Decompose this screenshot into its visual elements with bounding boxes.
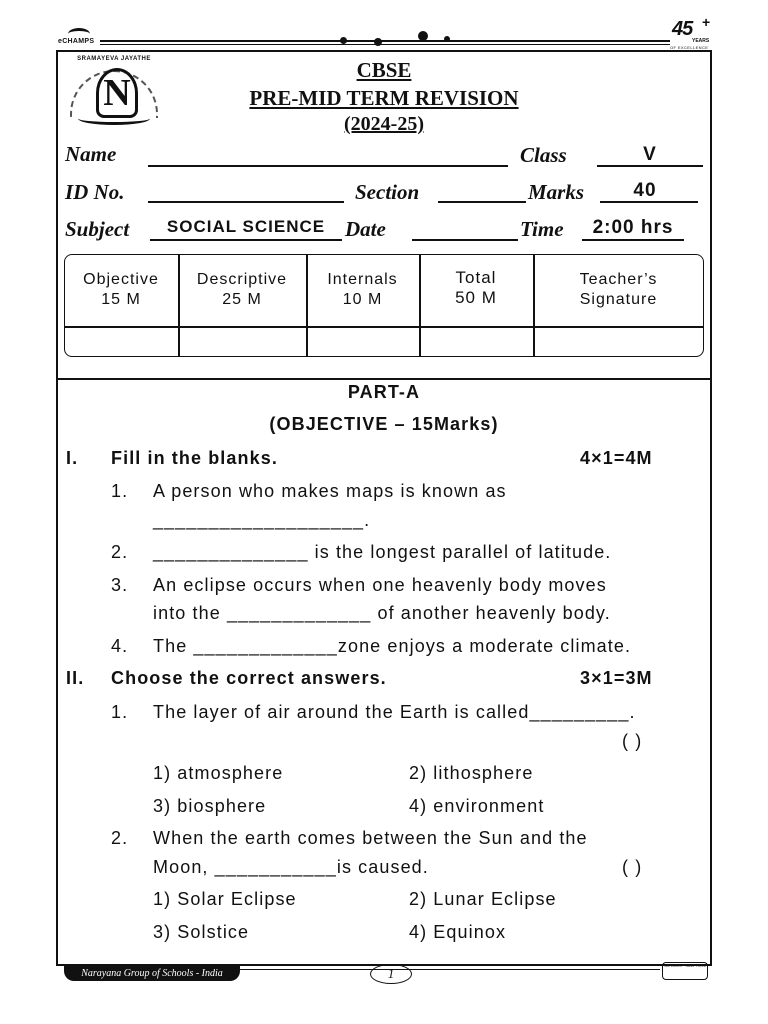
page-number: 1 bbox=[370, 964, 412, 984]
question-number: 4. bbox=[111, 636, 129, 656]
question-number: 1. bbox=[111, 481, 129, 501]
question-text: The _____________zone enjoys a moderate climate. bbox=[153, 636, 632, 656]
answer-bracket[interactable]: ( ) bbox=[622, 731, 643, 751]
table-header-descriptive: Descriptive 25 M bbox=[196, 271, 288, 308]
id-label: ID No. bbox=[65, 180, 125, 204]
question-text: The layer of air around the Earth is called_________. bbox=[153, 702, 636, 722]
table-header-total: Total 50 M bbox=[455, 268, 497, 307]
subject-field[interactable] bbox=[150, 238, 342, 241]
badge-excellence: OF EXCELLENCE bbox=[670, 45, 709, 50]
time-label: Time bbox=[520, 217, 564, 241]
id-field[interactable] bbox=[148, 200, 344, 203]
section-label: Section bbox=[355, 180, 420, 204]
school-logo bbox=[70, 56, 158, 130]
subject-label: Subject bbox=[65, 217, 130, 241]
echamps-text: eCHAMPS bbox=[58, 38, 95, 45]
section-field[interactable] bbox=[438, 200, 526, 203]
part-subtitle: (OBJECTIVE – 15Marks) bbox=[269, 414, 499, 434]
marks-value: 40 bbox=[633, 180, 657, 201]
option[interactable]: 1) atmosphere bbox=[153, 763, 284, 783]
class-value: V bbox=[643, 144, 657, 165]
footer-brand-badge: Go Green · Save Trees bbox=[662, 962, 708, 980]
section-number: I. bbox=[66, 448, 79, 468]
question-number: 2. bbox=[111, 828, 129, 848]
signature-cell[interactable] bbox=[535, 328, 701, 355]
section-marks: 4×1=4M bbox=[580, 448, 653, 468]
table-header-signature: Teacher’s Signature bbox=[579, 271, 658, 308]
question-text: Moon, ___________is caused. bbox=[153, 857, 429, 877]
badge-plus: + bbox=[702, 14, 711, 30]
question-text: A person who makes maps is known as bbox=[153, 481, 507, 501]
internals-marks-cell[interactable] bbox=[308, 328, 417, 355]
top-rule bbox=[100, 40, 670, 42]
table-header-objective: Objective 15 M bbox=[83, 271, 159, 308]
answer-bracket[interactable]: ( ) bbox=[622, 857, 643, 877]
time-value: 2:00 hrs bbox=[592, 217, 674, 238]
option[interactable]: 2) lithosphere bbox=[409, 763, 534, 783]
question-text: ______________ is the longest parallel of latitude. bbox=[153, 542, 612, 562]
descriptive-marks-cell[interactable] bbox=[180, 328, 304, 355]
total-marks-cell[interactable] bbox=[421, 328, 531, 355]
header-separator bbox=[56, 378, 712, 380]
class-label: Class bbox=[520, 143, 567, 167]
logo-motto: SRAMAYEVA JAYATHE bbox=[77, 56, 151, 62]
section-marks: 3×1=3M bbox=[580, 668, 653, 688]
date-label: Date bbox=[345, 217, 386, 241]
exam-year: (2024-25) bbox=[344, 113, 424, 135]
decor-dot bbox=[444, 36, 450, 42]
footer-school: Narayana Group of Schools - India bbox=[64, 966, 240, 981]
top-rule-thin bbox=[100, 44, 670, 45]
section-number: II. bbox=[66, 668, 85, 688]
subject-value: SOCIAL SCIENCE bbox=[166, 217, 326, 236]
exam-title: PRE-MID TERM REVISION bbox=[249, 86, 519, 110]
option[interactable]: 2) Lunar Eclipse bbox=[409, 889, 557, 909]
section-title: Fill in the blanks. bbox=[111, 448, 278, 468]
badge-number: 45 bbox=[672, 18, 693, 40]
question-text: When the earth comes between the Sun and the bbox=[153, 828, 588, 848]
option[interactable]: 4) Equinox bbox=[409, 922, 507, 942]
question-number: 3. bbox=[111, 575, 129, 595]
logo-letter: N bbox=[96, 68, 138, 118]
option[interactable]: 3) Solstice bbox=[153, 922, 250, 942]
table-header-internals: Internals 10 M bbox=[327, 271, 398, 308]
answer-blank[interactable]: ___________________. bbox=[153, 510, 371, 530]
name-label: Name bbox=[65, 142, 117, 166]
question-text: An eclipse occurs when one heavenly body moves bbox=[153, 575, 607, 595]
date-field[interactable] bbox=[412, 238, 518, 241]
part-title: PART-A bbox=[347, 382, 421, 402]
badge-years: YEARS bbox=[692, 38, 710, 44]
board-title: CBSE bbox=[356, 58, 412, 82]
option[interactable]: 4) environment bbox=[409, 796, 545, 816]
objective-marks-cell[interactable] bbox=[66, 328, 176, 355]
option[interactable]: 3) biosphere bbox=[153, 796, 267, 816]
decor-dot bbox=[418, 31, 428, 41]
marks-label: Marks bbox=[528, 180, 585, 204]
question-number: 1. bbox=[111, 702, 129, 722]
echamps-logo bbox=[58, 28, 100, 48]
decor-dot bbox=[340, 37, 347, 44]
book-icon bbox=[78, 112, 150, 125]
option[interactable]: 1) Solar Eclipse bbox=[153, 889, 297, 909]
name-field[interactable] bbox=[148, 164, 508, 167]
years-badge bbox=[670, 14, 716, 50]
question-number: 2. bbox=[111, 542, 129, 562]
section-title: Choose the correct answers. bbox=[111, 668, 387, 688]
decor-dot bbox=[374, 38, 382, 46]
question-text: into the _____________ of another heavenly body. bbox=[153, 603, 611, 623]
footer-rule bbox=[240, 969, 660, 970]
